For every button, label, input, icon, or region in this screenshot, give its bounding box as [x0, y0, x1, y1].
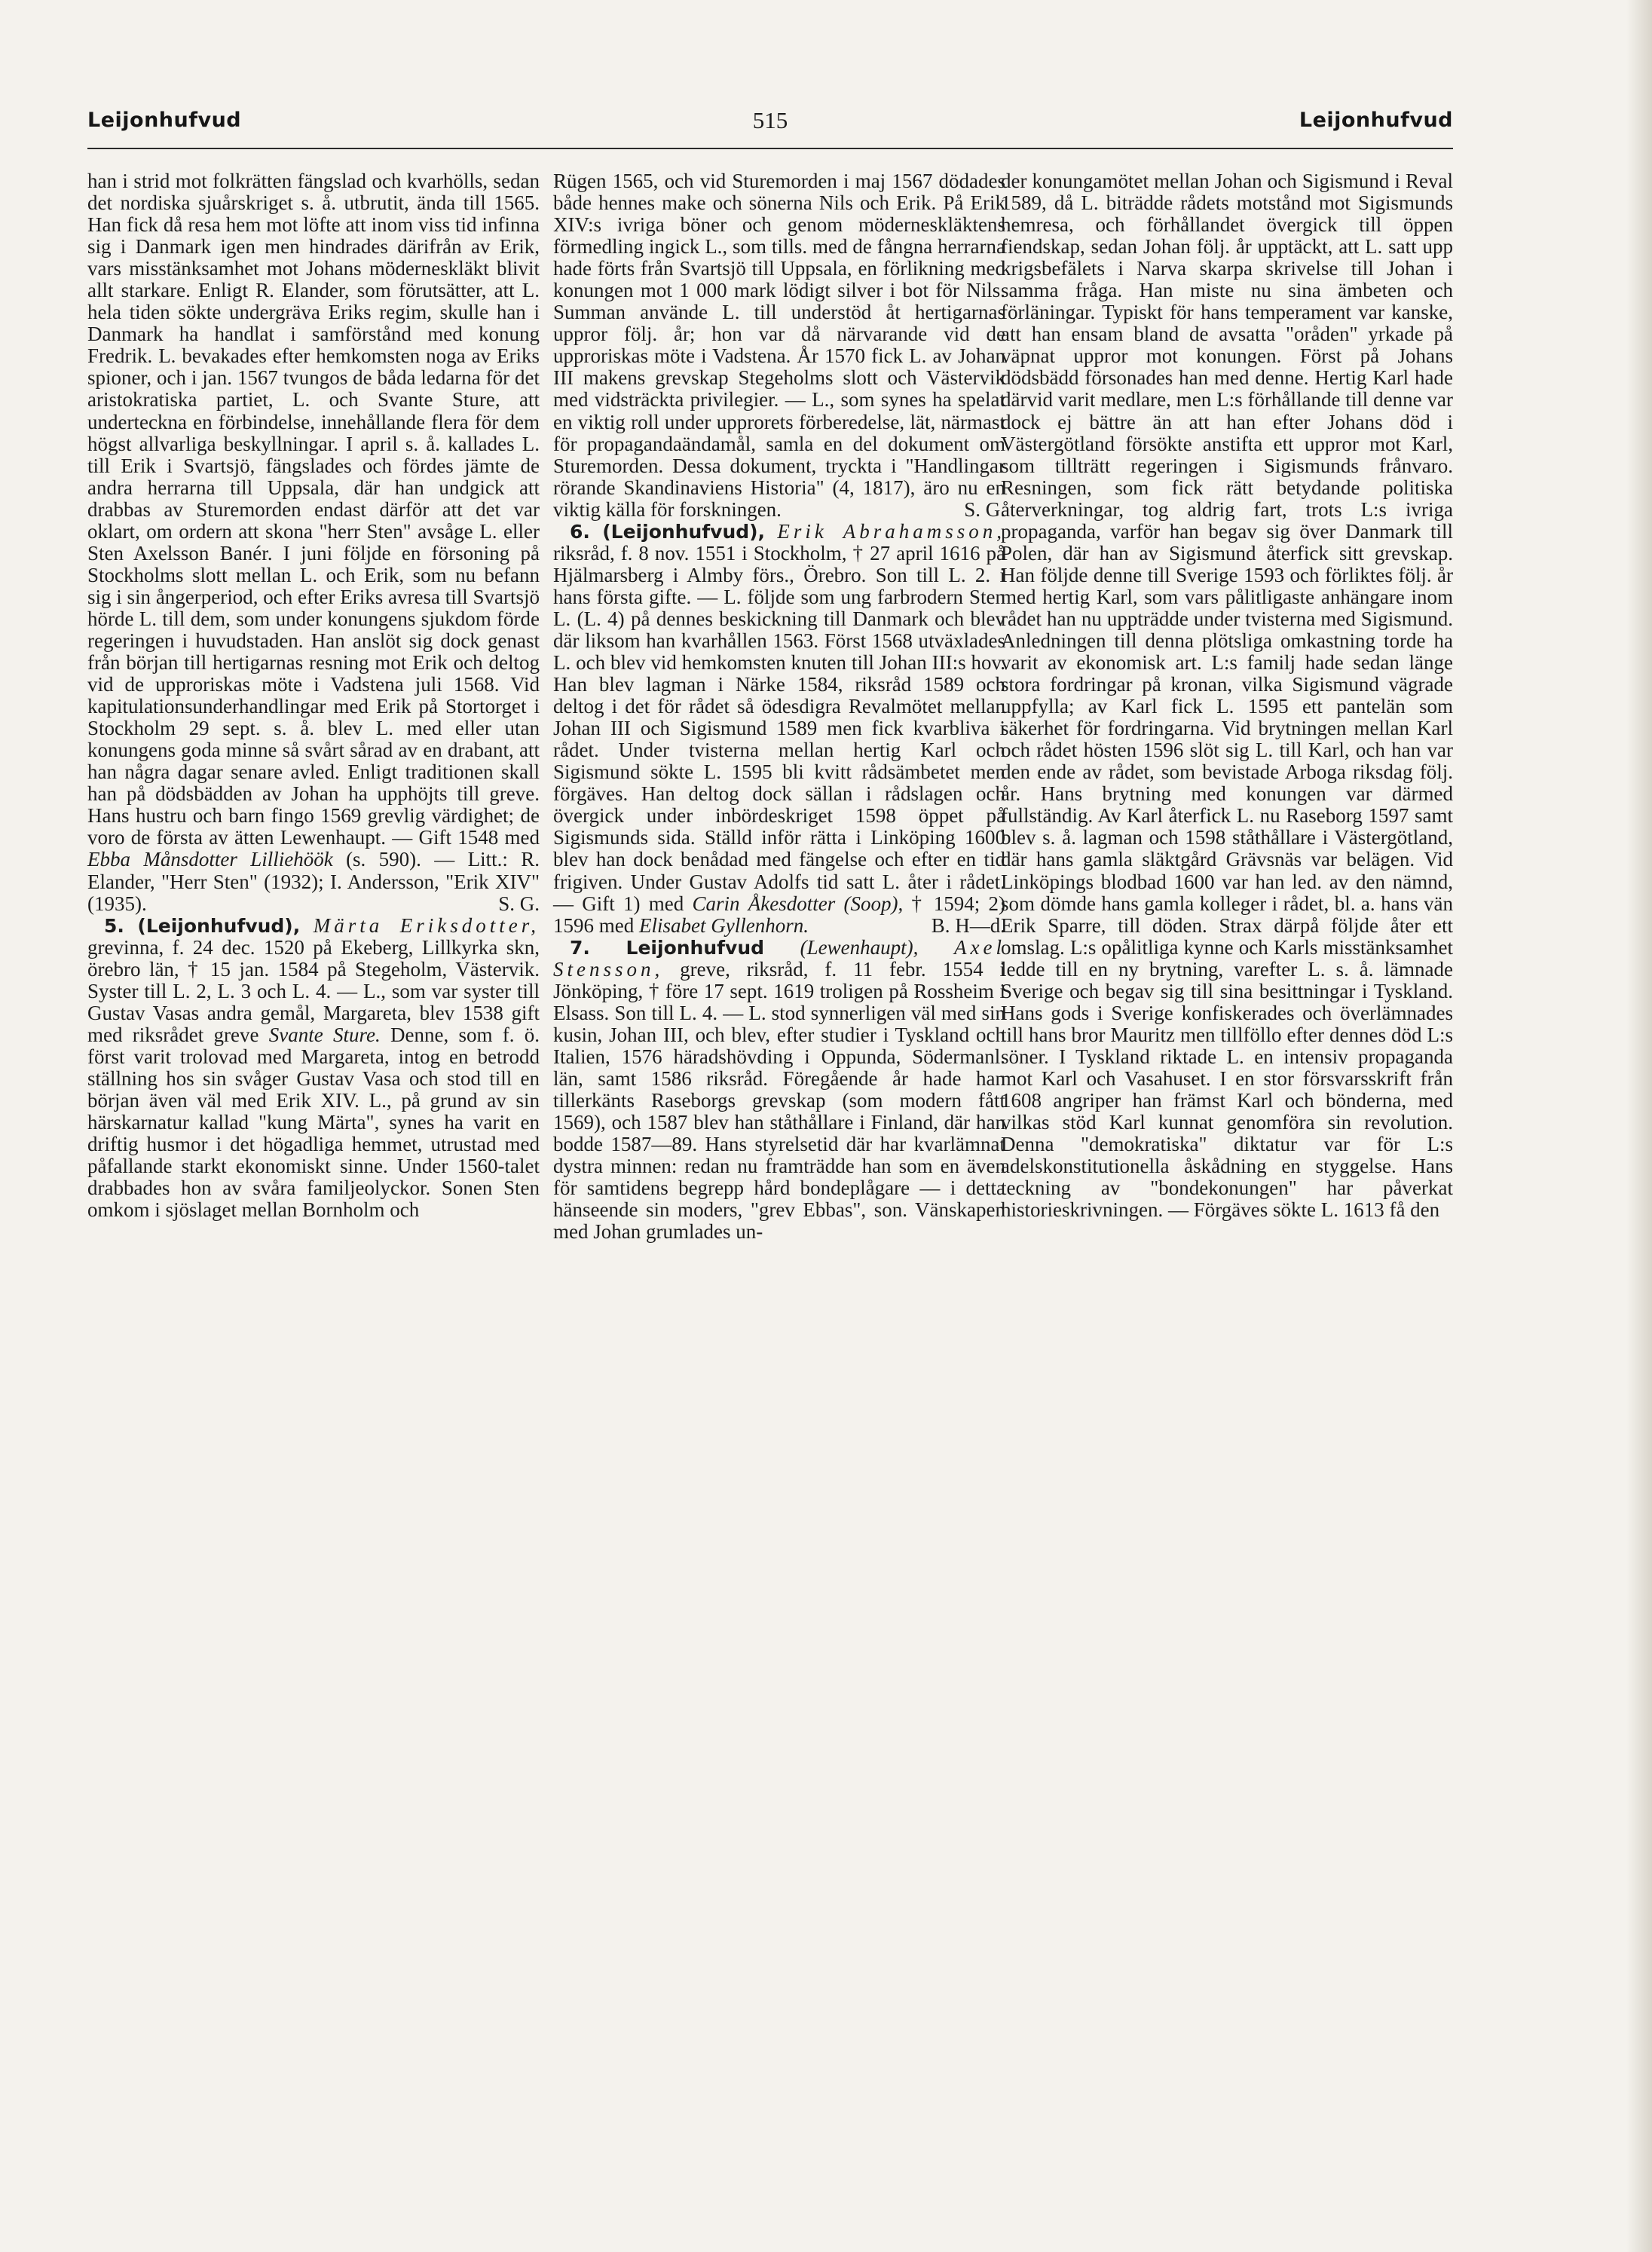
body-text: greve, riksråd, f. 11 febr. 1554 i Jönköping, † före 17 sept. 1619 troligen på Rossheim i Elsass. Son till L. 4. — L. stod synnerligen väl med sin kusin, Johan III, och blev, efter studier i Tyskland och Italien, 1576 häradshövding i Oppunda, Södermanl. län, samt 1586 riksråd. Föregående år hade han tillerkänts Raseborgs grevskap (som modern fått 1569), och 1587 blev han ståthållare i Finland, där han bodde 1587—89. Hans styrelsetid där har kvarlämnat dystra minnen: redan nu framträdde han som en även för samtidens begrepp hård bondeplågare — i detta hänseende sin moders, "grev Ebbas", son. Vänskapen med Johan grumlades un-: [553, 957, 1005, 1244]
text-column-3: [1001, 170, 1453, 1221]
body-text: (s. 590). — Litt.: R. Elander, "Herr Sten" (1932); I. Andersson, "Erik XIV" (1935).: [87, 848, 540, 915]
body-text: † 1594; 2) 1596 med: [553, 892, 1005, 937]
entry-7: [553, 937, 1005, 1244]
body-text: Rügen 1565, och vid Sturemorden i maj 1567 dödades både hennes make och sönerna Nils och Erik. På Erik XIV:s ivriga böner och genom möderneskläktens förmedling ingick L., som tills. med de fångna herrarna hade förts från Svartsjö till Uppsala, en förlikning med konungen mot 1 000 mark lödigt silver i bot för Nils. Summan använde L. till understöd åt hertigarnas uppror följ. år; hon var då närvarande vid de upproriskas möte i Vadstena. År 1570 fick L. av Johan III makens grevskap Stegeholms slott och Västervik med vidsträckta privilegier. — L., som synes ha spelat en viktig roll under upprorets förberedelse, lät, närmast för propagandaändamål, samla en del dokument om Sturemorden. Dessa dokument, tryckta i "Handlingar rörande Skandinaviens Historia" (4, 1817), äro nu en viktig källa för forskningen.: [553, 170, 1005, 521]
entry-5: [87, 915, 540, 1222]
author-signature: S. G.: [498, 892, 540, 915]
running-header: [87, 106, 1453, 149]
entry-surname: (Leijonhufvud),: [602, 520, 766, 543]
paragraph-l5-continued: [553, 170, 1005, 521]
entry-number: 5.: [104, 914, 124, 937]
entry-number: 6.: [570, 520, 590, 543]
author-signature: S. G.: [964, 497, 1005, 521]
entry-surname: Leijonhufvud: [626, 936, 765, 959]
entry-given-name: Märta Eriksdotter,: [313, 913, 540, 937]
page-edge-shadow: [1626, 0, 1652, 2252]
spouse-name: Elisabet Gyllenhorn.: [639, 913, 809, 937]
entry-alt-surname: (Lewenhaupt),: [800, 935, 919, 959]
body-text: Denne, som f. ö. först varit trolovad med Margareta, intog en betrodd ställning hos sin svåger Gustav Vasa och stod till en början även väl med Erik XIV. L., på grund av sin härskarnatur kallad "kung Märta", synes ha varit en driftig husmor i det högadliga hemmet, utrustad med påfallande starkt ekonomiskt sinne. Under 1560-talet drabbades hon av svåra familjeolyckor. Sonen Sten omkom i sjöslaget mellan Bornholm och: [87, 1023, 540, 1222]
text-column-1: [87, 170, 540, 1221]
text-column-2: [553, 170, 1005, 1243]
header-left-title: Leijonhufvud: [87, 109, 242, 132]
spouse-name: Carin Åkesdotter (Soop),: [692, 892, 904, 915]
spouse-name: Ebba Månsdotter Lilliehöök: [87, 848, 333, 871]
entry-given-name: Axel Stensson,: [553, 935, 1005, 981]
entry-6: [553, 521, 1005, 937]
paragraph-l4-continued: [87, 170, 540, 915]
paragraph-l7-continued: der konungamötet mellan Johan och Sigismund i Reval 1589, då L. biträdde rådets motstånd mot Sigismunds hemresa, och förhållandet övergick till öppen fiendskap, sedan Johan följ. år upptäckt, att L. satt upp krigsbefälets i Narva skarpa skrivelse till Johan i samma fråga. Han miste nu sina ämbeten och förläningar. Typiskt för hans temperament var kanske, att han ensam bland de avsatta "oråden" yrkade på väpnat uppror mot konungen. Först på Johans dödsbädd försonades han med denne. Hertig Karl hade därvid varit medlare, men L:s förhållande till denne var dock ej bättre än att han efter Johans död i Västergötland försökte anstifta ett uppror mot Karl, som tillträtt regeringen i Sigismunds frånvaro. Resningen, som fick rätt betydande politiska återverkningar, tog aldrig fart, trots L:s ivriga propaganda, varför han begav sig över Danmark till Polen, där han av Sigismund återfick sitt grevskap. Han följde denne till Sverige 1593 och förliktes följ. år med hertig Karl, som vars pålitligaste anhängare inom rådet han nu uppträdde under tvisterna med Sigismund. Anledningen till denna plötsliga omkastning torde ha varit av ekonomisk art. L:s familj hade sedan länge stora fordringar på kronan, vilka Sigismund vägrade uppfylla; av Karl fick L. 1595 ett pantelän som säkerhet för fordringarna. Vid brytningen mellan Karl och rådet hösten 1596 slöt sig L. till Karl, och han var den ende av rådet, som bevistade Arboga riksdag följ. år. Hans brytning med konungen var därmed fullständig. Av Karl återfick L. nu Raseborg 1597 samt blev s. å. lagman och 1598 ståthållare i Västergötland, där hans gamla släktgård Grävsnäs var belägen. Vid Linköpings blodbad 1600 var han led. av den nämnd, som dömde hans gamla kolleger i rådet, bl. a. hans vän Erik Sparre, till döden. Strax därpå följde åter ett omslag. L:s opålitliga kynne och Karls misstänksamhet ledde till en ny brytning, varefter L. s. å. lämnade Sverige och begav sig till sina besittningar i Tyskland. Hans gods i Sverige konfiskerades och överlämnades till hans bror Mauritz men tillföllo efter dennes död L:s söner. I Tyskland riktade L. en intensiv propaganda mot Karl och Vasahuset. I en stor försvarsskrift från 1608 angriper han främst Karl och bönderna, med vilkas stöd Karl kunnat genomföra sin revolution. Denna "demokratiska" diktatur var för L:s adelskonstitutionella åskådning en styggelse. Hans teckning av "bondekonungen" har påverkat historieskrivningen. — Förgäves sökte L. 1613 få den: [1001, 170, 1453, 1222]
body-text: grevinna, f. 24 dec. 1520 på Ekeberg, Lillkyrka skn, örebro län, † 15 jan. 1584 på Stegeholm, Västervik. Syster till L. 2, L. 3 och L. 4. — L., som var syster till Gustav Vasas andra gemål, Margareta, blev 1538 gift med riksrådet greve: [87, 935, 540, 1046]
spouse-name: Svante Sture.: [268, 1023, 381, 1046]
page-number: 515: [752, 107, 788, 133]
entry-number: 7.: [570, 936, 590, 959]
body-text: riksråd, f. 8 nov. 1551 i Stockholm, † 27 april 1616 på Hjälmarsberg i Almby förs., Örebro. Son till L. 2. i hans första gifte. — L. följde som ung farbrodern Sten L. (L. 4) på dennes beskickning till Danmark och blev där liksom han kvarhållen 1563. Först 1568 utväxlades L. och blev vid hemkomsten knuten till Johan III:s hov. Han blev lagman i Närke 1584, riksråd 1589 och deltog i det för rådet så ödesdigra Revalmötet mellan Johan III och Sigismund 1589 men fick kvarbliva i rådet. Under tvisterna mellan hertig Karl och Sigismund sökte L. 1595 bli kvitt rådsämbetet men förgäves. Han deltog dock sällan i rådslagen och övergick under inbördeskriget 1598 öppet på Sigismunds sida. Ställd inför rätta i Linköping 1600 blev han dock benådad med fängelse och efter en tid frigiven. Under Gustav Adolfs tid satt L. åter i rådet. — Gift 1) med: [553, 541, 1005, 915]
entry-given-name: Erik Abrahamsson,: [777, 519, 1006, 543]
author-signature: B. H—d.: [931, 913, 1005, 937]
entry-surname: (Leijonhufvud),: [137, 914, 301, 937]
header-right-title: Leijonhufvud: [1299, 109, 1453, 132]
body-text: han i strid mot folkrätten fängslad och kvarhölls, sedan det nordiska sjuårskriget s. å. utbrutit, ända till 1565. Han fick då resa hem mot löfte att inom viss tid infinna sig i Danmark igen men hindrades därifrån av Erik, vars misstänksamhet mot Johans möderneskläkt blivit allt starkare. Enligt R. Elander, som förutsätter, att L. hela tiden sökte undergräva Eriks regim, skulle han i Danmark ha handlat i samförstånd med konung Fredrik. L. bevakades efter hemkomsten noga av Eriks spioner, och i jan. 1567 tvungos de båda ledarna för det aristokratiska partiet, L. och Svante Sture, att underteckna en förbindelse, innehållande flera för dem högst allvarliga beskyllningar. I april s. å. kallades L. till Erik i Svartsjö, fängslades och fördes jämte de andra herrarna till Uppsala, där han undgick att drabbas av Sturemorden endast därför att det var oklart, om ordern att skona "herr Sten" avsåge L. eller Sten Axelsson Banér. I juni följde en försoning på Stockholms slott mellan L. och Erik, som nu befann sig i sin ångerperiod, och efter Eriks avresa till Svartsjö hörde L. till dem, som under konungens sjukdom förde regeringen i huvudstaden. Han anslöt sig dock genast från början till hertigarnas resning mot Erik och deltog vid de upproriskas möte i Vadstena juli 1568. Vid kapitulationsunderhandlingar med Erik på Stortorget i Stockholm 29 sept. s. å. blev L. med eller utan konungens goda minne så svårt sårad av en drabant, att han några dagar senare avled. Enligt traditionen skall han på dödsbädden av Johan ha upphöjts till greve. Hans hustru och barn fingo 1569 grevlig värdighet; de voro de första av ätten Lewenhaupt. — Gift 1548 med: [87, 170, 540, 849]
